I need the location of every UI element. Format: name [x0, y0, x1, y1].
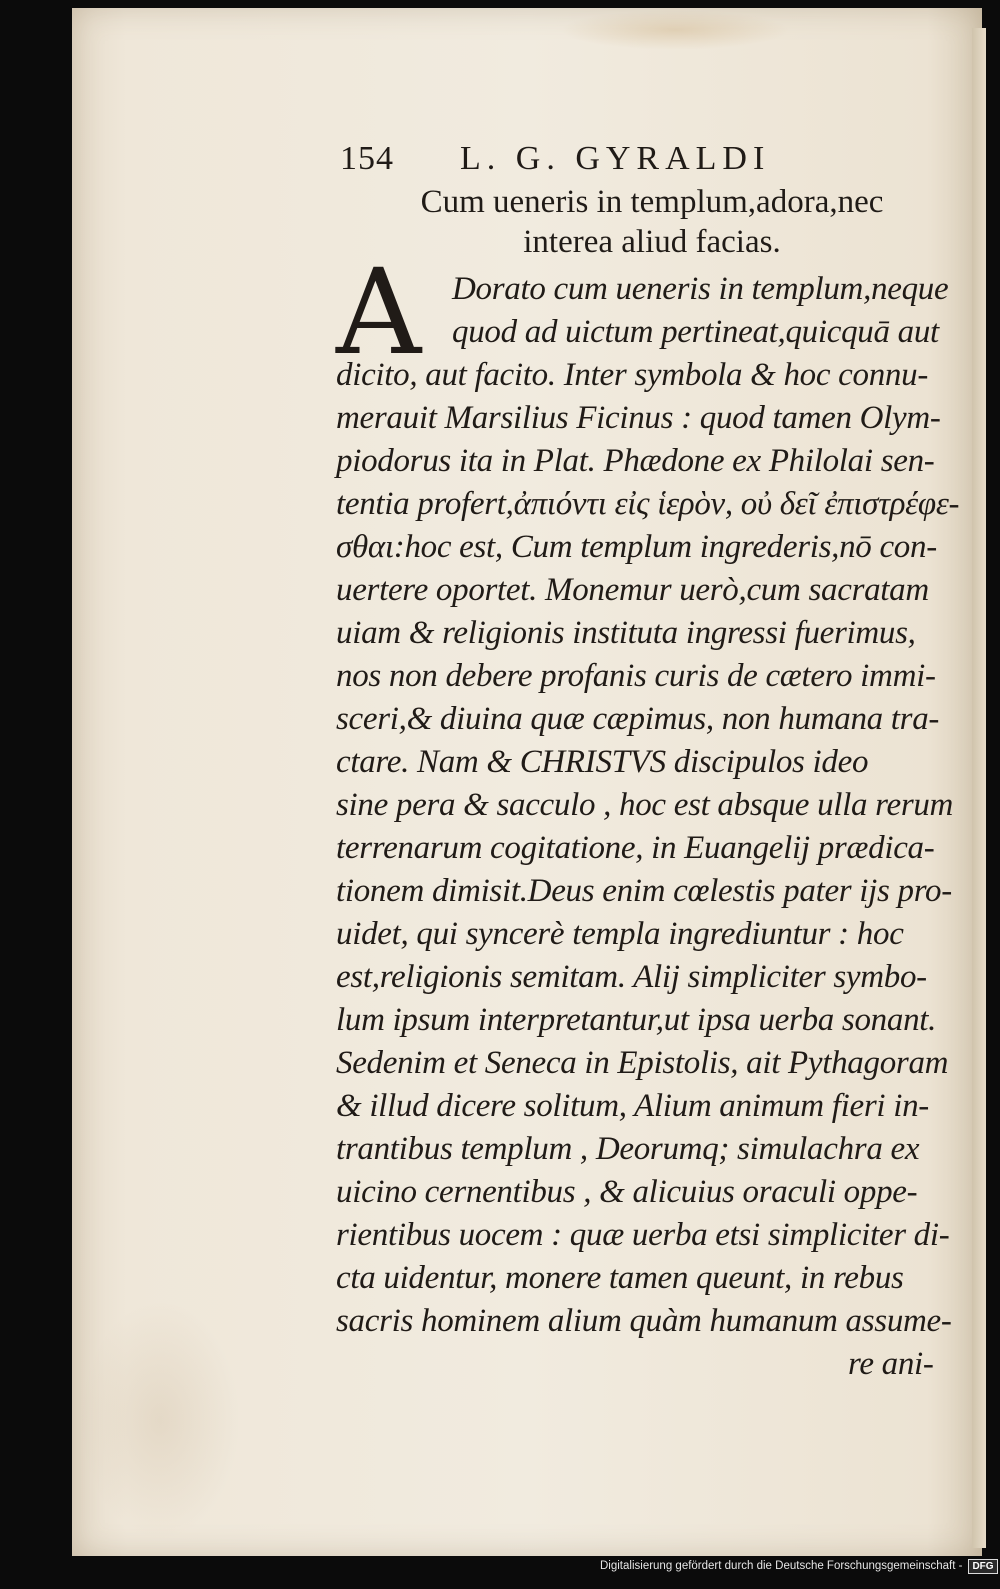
- text-line: sceri,& diuina quæ cæpimus, non humana tra-: [336, 701, 940, 737]
- text-line: uidet, qui syncerè templa ingrediuntur : hoc: [336, 916, 904, 952]
- text-line: cta uidentur, monere tamen queunt, in rebus: [336, 1260, 904, 1296]
- heading-line-2: interea aliud facias.: [523, 224, 781, 260]
- text-line: tentia profert,ἀπιόντι εἰς ἱερὸν, οὐ δεῖ ἐπιστρέφε-: [336, 486, 960, 522]
- text-line: uicino cernentibus , & alicuius oraculi oppe-: [336, 1174, 918, 1210]
- text-line: quod ad uictum pertineat,quicquā aut: [452, 314, 939, 350]
- paper-stain: [80, 1300, 240, 1540]
- text-line: tionem dimisit.Deus enim cœlestis pater ijs pro-: [336, 873, 952, 909]
- page-edge: [972, 28, 986, 1548]
- text-line: trantibus templum , Deorumq; simulachra ex: [336, 1131, 920, 1167]
- text-line: Sedenim et Seneca in Epistolis, ait Pythagoram: [336, 1045, 949, 1081]
- text-line: uiam & religionis instituta ingressi fuerimus,: [336, 615, 916, 651]
- text-line: est,religionis semitam. Alij simpliciter symbo-: [336, 959, 927, 995]
- text-line: uertere oportet. Monemur uerò,cum sacratam: [336, 572, 929, 608]
- page-number: 154: [340, 140, 394, 177]
- text-line: Dorato cum ueneris in templum,neque: [452, 271, 949, 307]
- digitization-footer: [600, 1556, 998, 1576]
- text-line: nos non debere profanis curis de cætero immi-: [336, 658, 936, 694]
- section-heading: [372, 182, 932, 262]
- text-line: piodorus ita in Plat. Phædone ex Philolai sen-: [336, 443, 935, 479]
- text-line: dicito, aut facito. Inter symbola & hoc connu-: [336, 357, 929, 393]
- footer-text: Digitalisierung gefördert durch die Deutsche Forschungsgemeinschaft -: [600, 1560, 963, 1572]
- text-line: terrenarum cogitatione, in Euangelij prædica-: [336, 830, 935, 866]
- drop-cap-initial: A: [336, 243, 422, 381]
- page-header: [340, 140, 850, 178]
- heading-line-1: Cum ueneris in templum,adora,nec: [420, 184, 884, 220]
- dfg-logo-icon: DFG: [968, 1559, 997, 1574]
- text-line: rientibus uocem : quæ uerba etsi simpliciter di-: [336, 1217, 950, 1253]
- running-head: L. G. GYRALDI: [460, 140, 771, 177]
- catchword: re ani-: [848, 1346, 934, 1382]
- text-line: sacris hominem alium quàm humanum assume-: [336, 1303, 952, 1339]
- paper-stain: [560, 10, 790, 50]
- text-line: sine pera & sacculo , hoc est absque ulla rerum: [336, 787, 954, 823]
- text-line: & illud dicere solitum, Alium animum fieri in-: [336, 1088, 929, 1124]
- text-line: lum ipsum interpretantur,ut ipsa uerba sonant.: [336, 1002, 937, 1038]
- text-line: merauit Marsilius Ficinus : quod tamen Olym-: [336, 400, 941, 436]
- text-line: σθαι:hoc est, Cum templum ingrederis,nō con-: [336, 529, 937, 565]
- text-line: ctare. Nam & CHRISTVS discipulos ideo: [336, 744, 869, 780]
